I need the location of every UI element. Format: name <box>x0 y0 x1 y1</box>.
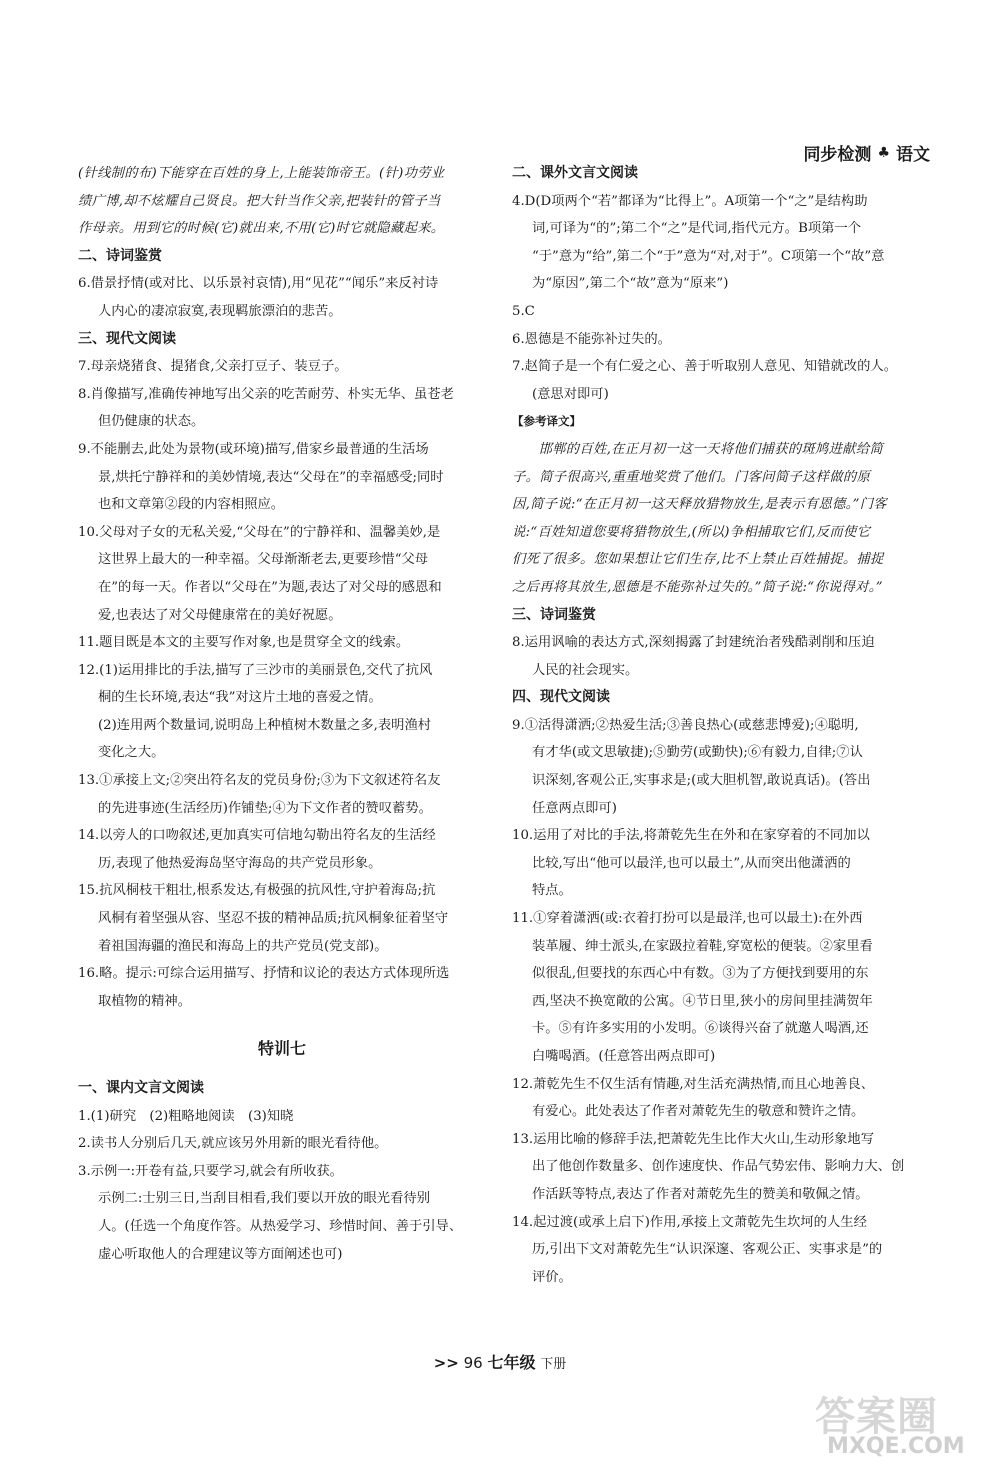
text-line: 但仍健康的状态。 <box>97 414 205 430</box>
header-subject: 语文 <box>896 145 930 165</box>
text-line: 似很乱,但要找的东西心中有数。③为了方便找到要用的东 <box>531 966 869 982</box>
text-line: 14.以旁人的口吻叙述,更加真实可信地勾勒出符名友的生活经 <box>78 828 436 844</box>
text-line: 6.恩德是不能弥补过失的。 <box>512 331 671 347</box>
watermark-logo <box>815 1385 990 1463</box>
watermark-cn: 答案圈 <box>815 1394 938 1440</box>
text-line: 识深刻,客观公正,实事求是;(或大胆机智,敢说真话)。(答出 <box>531 773 871 789</box>
text-line: 也和文章第②段的内容相照应。 <box>97 497 285 513</box>
text-line: 卡。⑤有许多实用的小发明。⑥谈得兴奋了就邀人喝酒,还 <box>531 1021 869 1037</box>
text-line: 有爱心。此处表达了作者对萧乾先生的敬意和赞许之情。 <box>531 1104 865 1120</box>
text-line: 12.萧乾先生不仅生活有情趣,对生活充满热情,而且心地善良、 <box>512 1076 875 1092</box>
text-line: 8.肖像描写,准确传神地写出父亲的吃苦耐劳、朴实无华、虽苍老 <box>78 386 454 402</box>
page-number: 96 <box>463 1354 483 1372</box>
section-heading: 二、诗词鉴赏 <box>78 247 162 264</box>
text-line: 10.父母对子女的无私关爱,“父母在”的宁静祥和、温馨美妙,是 <box>78 524 441 540</box>
text-line: 2.读书人分别后几天,就应该另外用新的眼光看待他。 <box>78 1136 388 1152</box>
text-line: 1.(1)研究 (2)粗略地阅读 (3)知晓 <box>78 1108 294 1124</box>
footer-volume: 下册 <box>540 1357 567 1372</box>
text-line: 11.①穿着潇洒(或:衣着打扮可以是最洋,也可以最土):在外西 <box>512 911 863 927</box>
footer-grade: 七年级 <box>487 1353 536 1372</box>
text-line: 在”的每一天。作者以“父母在”为题,表达了对父母的感恩和 <box>97 579 442 595</box>
text-line: 比较,写出“他可以最洋,也可以最土”,从而突出他潇洒的 <box>531 855 851 871</box>
section-heading: 二、课外文言文阅读 <box>512 165 638 181</box>
text-line: 爱,也表达了对父母健康常在的美好祝愿。 <box>97 607 342 623</box>
text-line: 这世界上最大的一种幸福。父母渐渐老去,更要珍惜“父母 <box>97 552 429 568</box>
text-line: 评价。 <box>531 1269 572 1285</box>
text-line: (意思对即可) <box>531 386 609 402</box>
section-heading: 一、课内文言文阅读 <box>78 1080 204 1096</box>
text-line: 风桐有着坚强从容、坚忍不拔的精神品质;抗风桐象征着坚守 <box>97 911 449 927</box>
text-line: 作母亲。用到它的时候(它)就出来,不用(它)时它就隐藏起来。 <box>78 221 445 237</box>
text-line: 装革履、绅士派头,在家趿拉着鞋,穿宽松的便装。②家里看 <box>531 938 873 954</box>
text-line: “于”意为“给”,第二个“于”意为“对,对于”。C项第一个“故”意 <box>531 248 885 264</box>
text-line: 11.题目既是本文的主要写作对象,也是贯穿全文的线索。 <box>78 635 410 651</box>
text-line: 西,坚决不换宽敞的公寓。④节日里,狭小的房间里挂满贺年 <box>531 993 873 1009</box>
text-line: 13.运用比喻的修辞手法,把萧乾先生比作大火山,生动形象地写 <box>512 1131 875 1147</box>
text-line: 邯郸的百姓,在正月初一这一天将他们捕获的斑鸠进献给简 <box>538 441 884 457</box>
text-line: 变化之大。 <box>97 745 165 761</box>
text-line: 有才华(或文思敏捷);⑤勤劳(或勤快);⑥有毅力,自律;⑦认 <box>531 745 863 761</box>
text-line: (2)连用两个数量词,说明岛上种植树木数量之多,表明渔村 <box>97 717 432 733</box>
section-heading: 四、现代文阅读 <box>512 689 610 706</box>
text-line: 们死了很多。您如果想让它们生存,比不上禁止百姓捕捉。捕捉 <box>512 552 884 568</box>
text-line: 10.运用了对比的手法,将萧乾先生在外和在家穿着的不同加以 <box>512 828 870 844</box>
text-line: 景,烘托宁静祥和的美妙情境,表达“父母在”的幸福感受;同时 <box>97 469 444 485</box>
text-line: 的先进事迹(生活经历)作铺垫;④为下文作者的赞叹蓄势。 <box>97 800 432 816</box>
text-line: 16.略。提示:可综合运用描写、抒情和议论的表达方式体现所选 <box>78 966 450 982</box>
footer-arrows: >> <box>433 1354 459 1372</box>
text-line: 5.C <box>512 303 535 319</box>
watermark-en: MXQE.COM <box>827 1434 965 1459</box>
text-line: 历,引出下文对萧乾先生“认识深邃、客观公正、实事求是”的 <box>531 1242 883 1258</box>
text-line: 之后再将其放生,恩德是不能弥补过失的。”简子说:“你说得对。” <box>512 579 883 595</box>
text-line: 7.母亲烧猪食、提猪食,父亲打豆子、装豆子。 <box>78 359 348 375</box>
page-footer <box>0 1350 1000 1373</box>
right-column <box>512 160 928 1291</box>
section-heading: 三、诗词鉴赏 <box>512 606 596 623</box>
text-line: 出了他创作数量多、创作速度快、作品气势宏伟、影响力大、创 <box>531 1159 905 1175</box>
text-line: 历,表现了他热爱海岛坚守海岛的共产党员形象。 <box>97 855 382 871</box>
text-line: 词,可译为“的”;第二个“之”是代词,指代元方。B项第一个 <box>531 221 862 237</box>
text-line: 3.示例一:开卷有益,只要学习,就会有所收获。 <box>78 1163 343 1179</box>
text-line: 白嘴喝酒。(任意答出两点即可) <box>531 1049 716 1064</box>
text-line: 为“原因”,第二个“故”意为“原来”) <box>531 276 729 292</box>
text-line: 着祖国海疆的渔民和海岛上的共产党员(党支部)。 <box>97 938 388 954</box>
text-line: 作活跃等特点,表达了作者对萧乾先生的赞美和敬佩之情。 <box>531 1186 869 1202</box>
text-line: 14.起过渡(或承上启下)作用,承接上文萧乾先生坎坷的人生经 <box>512 1214 867 1230</box>
text-line: 9.不能删去,此处为景物(或环境)描写,借家乡最普通的生活场 <box>78 441 429 457</box>
text-line: 15.抗风桐枝干粗壮,根系发达,有极强的抗风性,守护着海岛;抗 <box>78 883 436 899</box>
text-line: 6.借景抒情(或对比、以乐景衬哀情),用“见花”“闻乐”来反衬诗 <box>78 276 439 292</box>
text-line: 虚心听取他人的合理建议等方面阐述也可) <box>97 1246 343 1262</box>
left-column <box>78 160 486 1268</box>
text-line: 示例二:士别三日,当刮目相看,我们要以开放的眼光看待别 <box>97 1191 430 1207</box>
text-line: 因,简子说:“在正月初一这天释放猎物放生,是表示有恩德。”门客 <box>512 497 887 513</box>
header-title: 同步检测 <box>803 145 872 165</box>
text-line: 说:“百姓知道您要将猎物放生,(所以)争相捕取它们,反而使它 <box>512 524 871 540</box>
text-line: 4.D(D项两个“若”都译为“比得上”。A项第一个“之”是结构助 <box>512 193 868 209</box>
text-line: 12.(1)运用排比的手法,描写了三沙市的美丽景色,交代了抗风 <box>78 662 433 678</box>
text-line: 人内心的凄凉寂寞,表现羁旅漂泊的悲苦。 <box>97 303 342 319</box>
text-line: 特点。 <box>531 883 572 899</box>
text-line: 绩广博,却不炫耀自己贤良。把大针当作父亲,把装针的管子当 <box>78 193 441 209</box>
text-line: 子。简子很高兴,重重地奖赏了他们。门客问简子这样做的原 <box>512 469 871 485</box>
text-line: 人。(任选一个角度作答。从热爱学习、珍惜时间、善于引导、 <box>97 1218 463 1234</box>
text-line: 13.①承接上文;②突出符名友的党员身份;③为下文叙述符名友 <box>78 773 441 789</box>
section-title: 特训七 <box>257 1039 306 1059</box>
text-line: 桐的生长环境,表达“我”对这片土地的喜爱之情。 <box>97 690 382 706</box>
text-line: 7.赵简子是一个有仁爱之心、善于听取别人意见、知错就改的人。 <box>512 359 897 375</box>
text-line: 取植物的精神。 <box>97 993 192 1009</box>
text-line: 9.①活得潇洒;②热爱生活;③善良热心(或慈悲博爱);④聪明, <box>512 717 859 733</box>
translation-tag: 【参考译文】 <box>512 414 581 429</box>
text-line: 任意两点即可) <box>531 800 617 816</box>
text-line: (针线制的布)下能穿在百姓的身上,上能装饰帝王。(针)功劳业 <box>78 166 445 181</box>
sprout-icon: ♣ <box>877 144 890 161</box>
section-heading: 三、现代文阅读 <box>78 330 176 347</box>
text-line: 人民的社会现实。 <box>531 662 639 678</box>
text-line: 8.运用讽喻的表达方式,深刻揭露了封建统治者残酷剥削和压迫 <box>512 635 875 651</box>
